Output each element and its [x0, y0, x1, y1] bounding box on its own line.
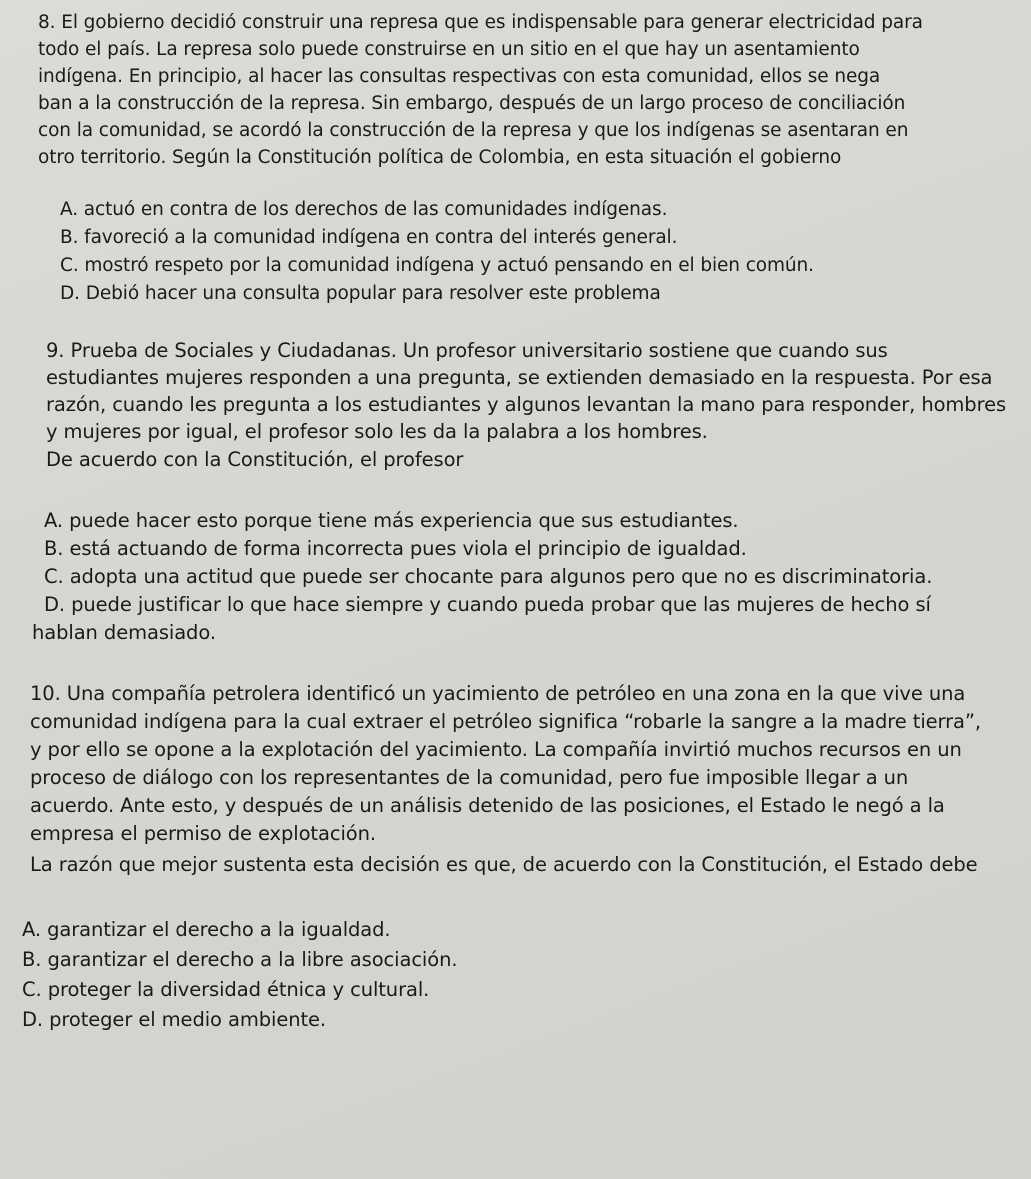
question-9-stem-line: y mujeres por igual, el profesor solo les da la palabra a los hombres. [46, 420, 708, 443]
question-8-stem-line: con la comunidad, se acordó la construcción de la represa y que los indígenas se asentaran en [38, 120, 909, 141]
question-9-stem-line: estudiantes mujeres responden a una pregunta, se extienden demasiado en la respuesta. Por esa [46, 366, 993, 389]
question-9-option-c: C. adopta una actitud que puede ser chocante para algunos pero que no es discriminatoria. [44, 565, 933, 588]
question-10-stem-line: empresa el permiso de explotación. [30, 822, 376, 845]
question-8-stem-line: todo el país. La represa solo puede construirse en un sitio en el que hay un asentamiento [38, 39, 860, 60]
question-9-stem-line: De acuerdo con la Constitución, el profesor [46, 448, 464, 471]
question-8-option-c: C. mostró respeto por la comunidad indígena y actuó pensando en el bien común. [60, 255, 814, 276]
question-8-stem-line: 8. El gobierno decidió construir una represa que es indispensable para generar electricidad para [38, 12, 923, 33]
question-9-stem-line: 9. Prueba de Sociales y Ciudadanas. Un profesor universitario sostiene que cuando sus [46, 339, 888, 362]
question-9-option-d-continuation: hablan demasiado. [32, 621, 216, 644]
question-10-stem-line: acuerdo. Ante esto, y después de un análisis detenido de las posiciones, el Estado le negó a la [30, 794, 945, 817]
question-10-stem-line: 10. Una compañía petrolera identificó un yacimiento de petróleo en una zona en la que vive una [30, 682, 966, 705]
question-9-option-a: A. puede hacer esto porque tiene más experiencia que sus estudiantes. [44, 509, 739, 532]
question-8-option-a: A. actuó en contra de los derechos de las comunidades indígenas. [60, 199, 668, 220]
question-10-option-c: C. proteger la diversidad étnica y cultural. [22, 978, 430, 1001]
question-10-option-a: A. garantizar el derecho a la igualdad. [22, 918, 391, 941]
question-8-stem-line: otro territorio. Según la Constitución política de Colombia, en esta situación el gobierno [38, 147, 842, 168]
question-9-stem-line: razón, cuando les pregunta a los estudiantes y algunos levantan la mano para responder, hombres [46, 393, 1007, 416]
question-10-stem-line: La razón que mejor sustenta esta decisión es que, de acuerdo con la Constitución, el Estado debe [30, 853, 978, 876]
question-9-option-b: B. está actuando de forma incorrecta pues viola el principio de igualdad. [44, 537, 747, 560]
question-10-stem-line: proceso de diálogo con los representantes de la comunidad, pero fue imposible llegar a un [30, 766, 909, 789]
question-9-option-d: D. puede justificar lo que hace siempre y cuando pueda probar que las mujeres de hecho sí [44, 593, 931, 616]
question-8-stem-line: indígena. En principio, al hacer las consultas respectivas con esta comunidad, ellos se nega [38, 66, 881, 87]
question-10-option-b: B. garantizar el derecho a la libre asociación. [22, 948, 458, 971]
question-8-option-d: D. Debió hacer una consulta popular para resolver este problema [60, 283, 661, 304]
question-8-stem-line: ban a la construcción de la represa. Sin embargo, después de un largo proceso de conciliación [38, 93, 906, 114]
question-10-stem-line: comunidad indígena para la cual extraer el petróleo significa “robarle la sangre a la madre tierra”, [30, 710, 981, 733]
question-10-option-d: D. proteger el medio ambiente. [22, 1008, 327, 1031]
question-8-option-b: B. favoreció a la comunidad indígena en contra del interés general. [60, 227, 678, 248]
question-10-stem-line: y por ello se opone a la explotación del yacimiento. La compañía invirtió muchos recursos en un [30, 738, 962, 761]
